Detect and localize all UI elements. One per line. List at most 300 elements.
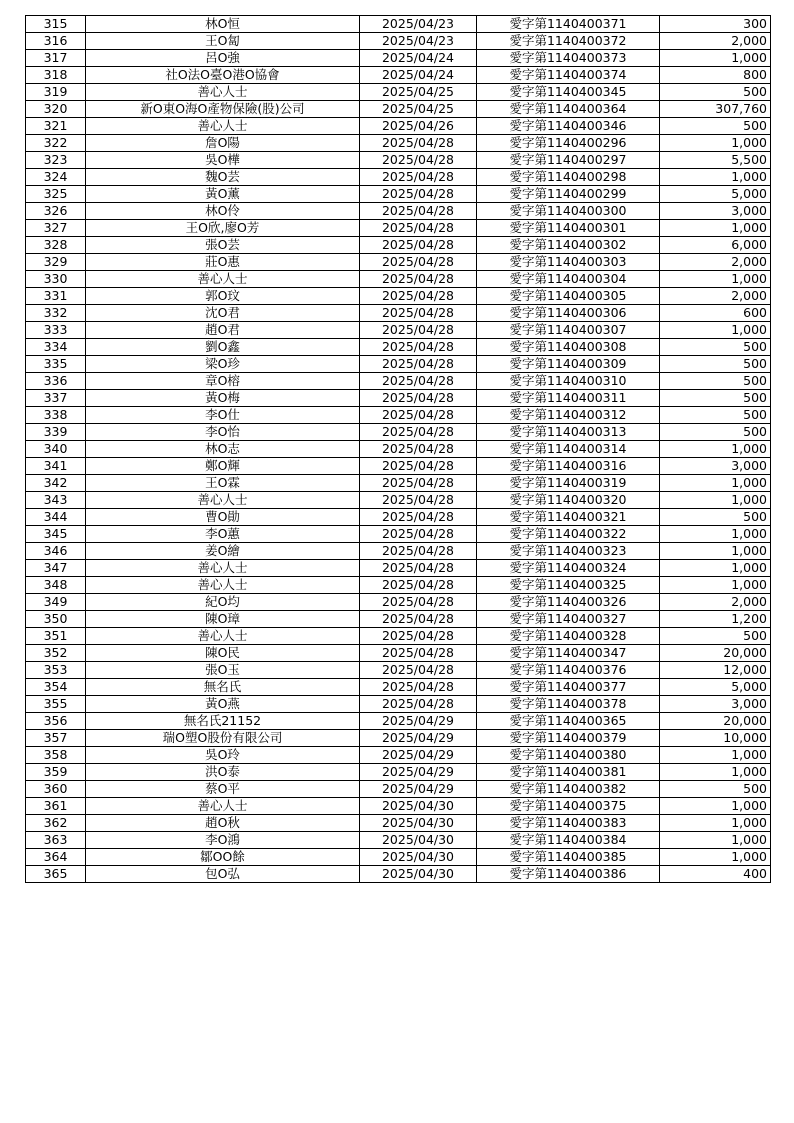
receipt-number-cell: 愛字第1140400374 — [477, 67, 660, 84]
row-number-cell: 339 — [26, 424, 86, 441]
table-row — [26, 866, 771, 883]
amount-cell: 1,000 — [660, 832, 771, 849]
row-number-cell: 326 — [26, 203, 86, 220]
receipt-number-cell: 愛字第1140400308 — [477, 339, 660, 356]
donor-name-cell: 善心人士 — [86, 492, 360, 509]
donation-date-cell: 2025/04/28 — [360, 509, 477, 526]
receipt-number-cell: 愛字第1140400381 — [477, 764, 660, 781]
amount-cell: 1,000 — [660, 475, 771, 492]
table-row — [26, 815, 771, 832]
row-number-cell: 365 — [26, 866, 86, 883]
table-row — [26, 475, 771, 492]
row-number-cell: 323 — [26, 152, 86, 169]
donation-date-cell: 2025/04/28 — [360, 169, 477, 186]
amount-cell: 12,000 — [660, 662, 771, 679]
donor-name-cell: 新O東O海O產物保險(股)公司 — [86, 101, 360, 118]
row-number-cell: 363 — [26, 832, 86, 849]
table-row — [26, 832, 771, 849]
receipt-number-cell: 愛字第1140400375 — [477, 798, 660, 815]
amount-cell: 10,000 — [660, 730, 771, 747]
donation-date-cell: 2025/04/29 — [360, 730, 477, 747]
donor-name-cell: 無名氏 — [86, 679, 360, 696]
row-number-cell: 341 — [26, 458, 86, 475]
receipt-number-cell: 愛字第1140400303 — [477, 254, 660, 271]
donor-name-cell: 鄒OO餘 — [86, 849, 360, 866]
donation-date-cell: 2025/04/28 — [360, 441, 477, 458]
receipt-number-cell: 愛字第1140400309 — [477, 356, 660, 373]
donor-name-cell: 善心人士 — [86, 560, 360, 577]
donation-date-cell: 2025/04/28 — [360, 356, 477, 373]
amount-cell: 2,000 — [660, 254, 771, 271]
amount-cell: 5,000 — [660, 679, 771, 696]
donation-date-cell: 2025/04/28 — [360, 152, 477, 169]
receipt-number-cell: 愛字第1140400372 — [477, 33, 660, 50]
donation-date-cell: 2025/04/30 — [360, 866, 477, 883]
donor-name-cell: 郭O玟 — [86, 288, 360, 305]
amount-cell: 500 — [660, 84, 771, 101]
donor-name-cell: 趙O君 — [86, 322, 360, 339]
table-row — [26, 67, 771, 84]
receipt-number-cell: 愛字第1140400301 — [477, 220, 660, 237]
table-row — [26, 781, 771, 798]
receipt-number-cell: 愛字第1140400314 — [477, 441, 660, 458]
row-number-cell: 322 — [26, 135, 86, 152]
amount-cell: 1,000 — [660, 577, 771, 594]
row-number-cell: 324 — [26, 169, 86, 186]
amount-cell: 5,000 — [660, 186, 771, 203]
amount-cell: 20,000 — [660, 713, 771, 730]
donor-name-cell: 陳O民 — [86, 645, 360, 662]
row-number-cell: 357 — [26, 730, 86, 747]
row-number-cell: 347 — [26, 560, 86, 577]
donor-name-cell: 沈O君 — [86, 305, 360, 322]
donor-name-cell: 黃O梅 — [86, 390, 360, 407]
amount-cell: 20,000 — [660, 645, 771, 662]
donor-name-cell: 陳O璋 — [86, 611, 360, 628]
amount-cell: 307,760 — [660, 101, 771, 118]
amount-cell: 500 — [660, 390, 771, 407]
row-number-cell: 342 — [26, 475, 86, 492]
receipt-number-cell: 愛字第1140400371 — [477, 16, 660, 33]
table-row — [26, 305, 771, 322]
row-number-cell: 317 — [26, 50, 86, 67]
amount-cell: 3,000 — [660, 696, 771, 713]
table-row — [26, 441, 771, 458]
donation-date-cell: 2025/04/28 — [360, 271, 477, 288]
receipt-number-cell: 愛字第1140400312 — [477, 407, 660, 424]
donor-name-cell: 無名氏21152 — [86, 713, 360, 730]
row-number-cell: 316 — [26, 33, 86, 50]
table-row — [26, 747, 771, 764]
table-row — [26, 169, 771, 186]
donor-name-cell: 吳O樺 — [86, 152, 360, 169]
table-row — [26, 679, 771, 696]
row-number-cell: 350 — [26, 611, 86, 628]
donation-date-cell: 2025/04/28 — [360, 594, 477, 611]
amount-cell: 1,000 — [660, 220, 771, 237]
receipt-number-cell: 愛字第1140400379 — [477, 730, 660, 747]
amount-cell: 1,000 — [660, 764, 771, 781]
receipt-number-cell: 愛字第1140400302 — [477, 237, 660, 254]
donor-name-cell: 梁O珍 — [86, 356, 360, 373]
receipt-number-cell: 愛字第1140400347 — [477, 645, 660, 662]
receipt-number-cell: 愛字第1140400322 — [477, 526, 660, 543]
table-row — [26, 849, 771, 866]
donor-name-cell: 黃O薰 — [86, 186, 360, 203]
donation-date-cell: 2025/04/30 — [360, 849, 477, 866]
row-number-cell: 329 — [26, 254, 86, 271]
donor-name-cell: 李O仕 — [86, 407, 360, 424]
donor-name-cell: 瑞O塑O股份有限公司 — [86, 730, 360, 747]
row-number-cell: 340 — [26, 441, 86, 458]
row-number-cell: 364 — [26, 849, 86, 866]
row-number-cell: 325 — [26, 186, 86, 203]
row-number-cell: 351 — [26, 628, 86, 645]
table-row — [26, 322, 771, 339]
donor-name-cell: 洪O泰 — [86, 764, 360, 781]
donor-name-cell: 善心人士 — [86, 118, 360, 135]
donor-name-cell: 林O伶 — [86, 203, 360, 220]
amount-cell: 1,000 — [660, 815, 771, 832]
receipt-number-cell: 愛字第1140400325 — [477, 577, 660, 594]
donor-name-cell: 章O榕 — [86, 373, 360, 390]
amount-cell: 1,000 — [660, 441, 771, 458]
receipt-number-cell: 愛字第1140400383 — [477, 815, 660, 832]
row-number-cell: 330 — [26, 271, 86, 288]
table-row — [26, 186, 771, 203]
donation-date-cell: 2025/04/28 — [360, 254, 477, 271]
amount-cell: 300 — [660, 16, 771, 33]
donor-name-cell: 張O芸 — [86, 237, 360, 254]
amount-cell: 1,000 — [660, 492, 771, 509]
receipt-number-cell: 愛字第1140400299 — [477, 186, 660, 203]
donor-name-cell: 善心人士 — [86, 628, 360, 645]
amount-cell: 1,000 — [660, 271, 771, 288]
table-row — [26, 135, 771, 152]
row-number-cell: 355 — [26, 696, 86, 713]
donation-date-cell: 2025/04/28 — [360, 679, 477, 696]
donation-date-cell: 2025/04/29 — [360, 747, 477, 764]
amount-cell: 1,000 — [660, 543, 771, 560]
donor-name-cell: 李O怡 — [86, 424, 360, 441]
donation-date-cell: 2025/04/28 — [360, 628, 477, 645]
amount-cell: 1,000 — [660, 135, 771, 152]
donation-date-cell: 2025/04/28 — [360, 577, 477, 594]
row-number-cell: 319 — [26, 84, 86, 101]
donation-date-cell: 2025/04/28 — [360, 186, 477, 203]
table-row — [26, 50, 771, 67]
table-row — [26, 356, 771, 373]
amount-cell: 1,200 — [660, 611, 771, 628]
donor-name-cell: 王O欣,廖O芳 — [86, 220, 360, 237]
row-number-cell: 356 — [26, 713, 86, 730]
donation-date-cell: 2025/04/30 — [360, 798, 477, 815]
donor-name-cell: 王O匐 — [86, 33, 360, 50]
receipt-number-cell: 愛字第1140400305 — [477, 288, 660, 305]
donor-name-cell: 姜O繪 — [86, 543, 360, 560]
donation-table — [25, 15, 771, 883]
amount-cell: 5,500 — [660, 152, 771, 169]
donor-name-cell: 呂O強 — [86, 50, 360, 67]
table-row — [26, 577, 771, 594]
donation-date-cell: 2025/04/28 — [360, 492, 477, 509]
amount-cell: 500 — [660, 781, 771, 798]
table-row — [26, 696, 771, 713]
donation-date-cell: 2025/04/28 — [360, 322, 477, 339]
row-number-cell: 346 — [26, 543, 86, 560]
table-row — [26, 526, 771, 543]
receipt-number-cell: 愛字第1140400346 — [477, 118, 660, 135]
donor-name-cell: 善心人士 — [86, 84, 360, 101]
table-row — [26, 390, 771, 407]
table-row — [26, 560, 771, 577]
receipt-number-cell: 愛字第1140400316 — [477, 458, 660, 475]
receipt-number-cell: 愛字第1140400307 — [477, 322, 660, 339]
donor-name-cell: 張O玉 — [86, 662, 360, 679]
donor-name-cell: 李O蕙 — [86, 526, 360, 543]
amount-cell: 6,000 — [660, 237, 771, 254]
donation-date-cell: 2025/04/30 — [360, 832, 477, 849]
document-page — [25, 15, 770, 883]
donation-date-cell: 2025/04/29 — [360, 764, 477, 781]
donor-name-cell: 林O志 — [86, 441, 360, 458]
receipt-number-cell: 愛字第1140400328 — [477, 628, 660, 645]
table-row — [26, 798, 771, 815]
row-number-cell: 336 — [26, 373, 86, 390]
donation-date-cell: 2025/04/28 — [360, 645, 477, 662]
donation-date-cell: 2025/04/28 — [360, 339, 477, 356]
amount-cell: 2,000 — [660, 288, 771, 305]
row-number-cell: 354 — [26, 679, 86, 696]
receipt-number-cell: 愛字第1140400378 — [477, 696, 660, 713]
donor-name-cell: 蔡O平 — [86, 781, 360, 798]
donation-date-cell: 2025/04/29 — [360, 713, 477, 730]
row-number-cell: 358 — [26, 747, 86, 764]
row-number-cell: 349 — [26, 594, 86, 611]
donation-date-cell: 2025/04/26 — [360, 118, 477, 135]
amount-cell: 3,000 — [660, 203, 771, 220]
receipt-number-cell: 愛字第1140400304 — [477, 271, 660, 288]
row-number-cell: 333 — [26, 322, 86, 339]
donation-date-cell: 2025/04/23 — [360, 33, 477, 50]
row-number-cell: 328 — [26, 237, 86, 254]
table-row — [26, 611, 771, 628]
receipt-number-cell: 愛字第1140400298 — [477, 169, 660, 186]
amount-cell: 1,000 — [660, 560, 771, 577]
receipt-number-cell: 愛字第1140400310 — [477, 373, 660, 390]
row-number-cell: 352 — [26, 645, 86, 662]
amount-cell: 1,000 — [660, 849, 771, 866]
amount-cell: 500 — [660, 373, 771, 390]
donation-date-cell: 2025/04/28 — [360, 237, 477, 254]
donor-name-cell: 劉O鑫 — [86, 339, 360, 356]
receipt-number-cell: 愛字第1140400385 — [477, 849, 660, 866]
row-number-cell: 361 — [26, 798, 86, 815]
donation-date-cell: 2025/04/28 — [360, 305, 477, 322]
donation-date-cell: 2025/04/28 — [360, 543, 477, 560]
donation-date-cell: 2025/04/29 — [360, 781, 477, 798]
row-number-cell: 359 — [26, 764, 86, 781]
donor-name-cell: 莊O惠 — [86, 254, 360, 271]
donation-date-cell: 2025/04/30 — [360, 815, 477, 832]
receipt-number-cell: 愛字第1140400365 — [477, 713, 660, 730]
row-number-cell: 348 — [26, 577, 86, 594]
row-number-cell: 332 — [26, 305, 86, 322]
amount-cell: 2,000 — [660, 33, 771, 50]
receipt-number-cell: 愛字第1140400306 — [477, 305, 660, 322]
row-number-cell: 344 — [26, 509, 86, 526]
donation-date-cell: 2025/04/24 — [360, 67, 477, 84]
row-number-cell: 345 — [26, 526, 86, 543]
donor-name-cell: 善心人士 — [86, 798, 360, 815]
table-row — [26, 424, 771, 441]
table-row — [26, 220, 771, 237]
donation-date-cell: 2025/04/28 — [360, 288, 477, 305]
table-row — [26, 645, 771, 662]
donor-name-cell: 善心人士 — [86, 271, 360, 288]
donor-name-cell: 趙O秋 — [86, 815, 360, 832]
donation-date-cell: 2025/04/28 — [360, 526, 477, 543]
table-row — [26, 662, 771, 679]
table-row — [26, 203, 771, 220]
receipt-number-cell: 愛字第1140400311 — [477, 390, 660, 407]
table-row — [26, 764, 771, 781]
table-row — [26, 237, 771, 254]
donation-date-cell: 2025/04/28 — [360, 220, 477, 237]
row-number-cell: 337 — [26, 390, 86, 407]
row-number-cell: 327 — [26, 220, 86, 237]
amount-cell: 1,000 — [660, 50, 771, 67]
table-row — [26, 509, 771, 526]
receipt-number-cell: 愛字第1140400364 — [477, 101, 660, 118]
donor-name-cell: 林O恒 — [86, 16, 360, 33]
amount-cell: 500 — [660, 628, 771, 645]
donor-name-cell: 善心人士 — [86, 577, 360, 594]
amount-cell: 400 — [660, 866, 771, 883]
donation-date-cell: 2025/04/25 — [360, 101, 477, 118]
table-row — [26, 628, 771, 645]
table-row — [26, 101, 771, 118]
donation-date-cell: 2025/04/28 — [360, 662, 477, 679]
table-row — [26, 254, 771, 271]
row-number-cell: 360 — [26, 781, 86, 798]
donation-table-body — [26, 16, 771, 883]
receipt-number-cell: 愛字第1140400323 — [477, 543, 660, 560]
donation-date-cell: 2025/04/28 — [360, 135, 477, 152]
receipt-number-cell: 愛字第1140400297 — [477, 152, 660, 169]
row-number-cell: 362 — [26, 815, 86, 832]
table-row — [26, 271, 771, 288]
row-number-cell: 353 — [26, 662, 86, 679]
row-number-cell: 338 — [26, 407, 86, 424]
table-row — [26, 594, 771, 611]
donor-name-cell: 鄭O輝 — [86, 458, 360, 475]
table-row — [26, 16, 771, 33]
receipt-number-cell: 愛字第1140400345 — [477, 84, 660, 101]
receipt-number-cell: 愛字第1140400380 — [477, 747, 660, 764]
donation-date-cell: 2025/04/23 — [360, 16, 477, 33]
donation-date-cell: 2025/04/28 — [360, 475, 477, 492]
amount-cell: 500 — [660, 118, 771, 135]
receipt-number-cell: 愛字第1140400382 — [477, 781, 660, 798]
donor-name-cell: 吳O玲 — [86, 747, 360, 764]
donor-name-cell: 社O法O臺O港O協會 — [86, 67, 360, 84]
table-row — [26, 33, 771, 50]
table-row — [26, 713, 771, 730]
row-number-cell: 335 — [26, 356, 86, 373]
row-number-cell: 320 — [26, 101, 86, 118]
table-row — [26, 339, 771, 356]
table-row — [26, 373, 771, 390]
amount-cell: 2,000 — [660, 594, 771, 611]
table-row — [26, 152, 771, 169]
table-row — [26, 407, 771, 424]
donor-name-cell: 詹O陽 — [86, 135, 360, 152]
donation-date-cell: 2025/04/24 — [360, 50, 477, 67]
receipt-number-cell: 愛字第1140400377 — [477, 679, 660, 696]
row-number-cell: 321 — [26, 118, 86, 135]
donation-date-cell: 2025/04/28 — [360, 611, 477, 628]
row-number-cell: 315 — [26, 16, 86, 33]
amount-cell: 600 — [660, 305, 771, 322]
receipt-number-cell: 愛字第1140400386 — [477, 866, 660, 883]
receipt-number-cell: 愛字第1140400300 — [477, 203, 660, 220]
table-row — [26, 84, 771, 101]
amount-cell: 1,000 — [660, 798, 771, 815]
table-row — [26, 288, 771, 305]
receipt-number-cell: 愛字第1140400320 — [477, 492, 660, 509]
donor-name-cell: 曹O勛 — [86, 509, 360, 526]
donor-name-cell: 王O霖 — [86, 475, 360, 492]
donation-date-cell: 2025/04/28 — [360, 373, 477, 390]
amount-cell: 500 — [660, 407, 771, 424]
amount-cell: 500 — [660, 356, 771, 373]
donation-date-cell: 2025/04/28 — [360, 407, 477, 424]
table-row — [26, 730, 771, 747]
receipt-number-cell: 愛字第1140400324 — [477, 560, 660, 577]
donor-name-cell: 黃O燕 — [86, 696, 360, 713]
donation-date-cell: 2025/04/28 — [360, 458, 477, 475]
donation-date-cell: 2025/04/28 — [360, 696, 477, 713]
receipt-number-cell: 愛字第1140400321 — [477, 509, 660, 526]
row-number-cell: 318 — [26, 67, 86, 84]
donor-name-cell: 紀O均 — [86, 594, 360, 611]
receipt-number-cell: 愛字第1140400327 — [477, 611, 660, 628]
receipt-number-cell: 愛字第1140400296 — [477, 135, 660, 152]
donor-name-cell: 魏O芸 — [86, 169, 360, 186]
row-number-cell: 331 — [26, 288, 86, 305]
donation-date-cell: 2025/04/28 — [360, 424, 477, 441]
table-row — [26, 492, 771, 509]
receipt-number-cell: 愛字第1140400313 — [477, 424, 660, 441]
amount-cell: 1,000 — [660, 322, 771, 339]
amount-cell: 500 — [660, 339, 771, 356]
amount-cell: 1,000 — [660, 747, 771, 764]
donation-date-cell: 2025/04/28 — [360, 390, 477, 407]
table-row — [26, 543, 771, 560]
donor-name-cell: 李O鴻 — [86, 832, 360, 849]
receipt-number-cell: 愛字第1140400373 — [477, 50, 660, 67]
donation-date-cell: 2025/04/25 — [360, 84, 477, 101]
amount-cell: 1,000 — [660, 169, 771, 186]
amount-cell: 500 — [660, 424, 771, 441]
amount-cell: 3,000 — [660, 458, 771, 475]
receipt-number-cell: 愛字第1140400326 — [477, 594, 660, 611]
amount-cell: 800 — [660, 67, 771, 84]
amount-cell: 1,000 — [660, 526, 771, 543]
row-number-cell: 334 — [26, 339, 86, 356]
receipt-number-cell: 愛字第1140400376 — [477, 662, 660, 679]
